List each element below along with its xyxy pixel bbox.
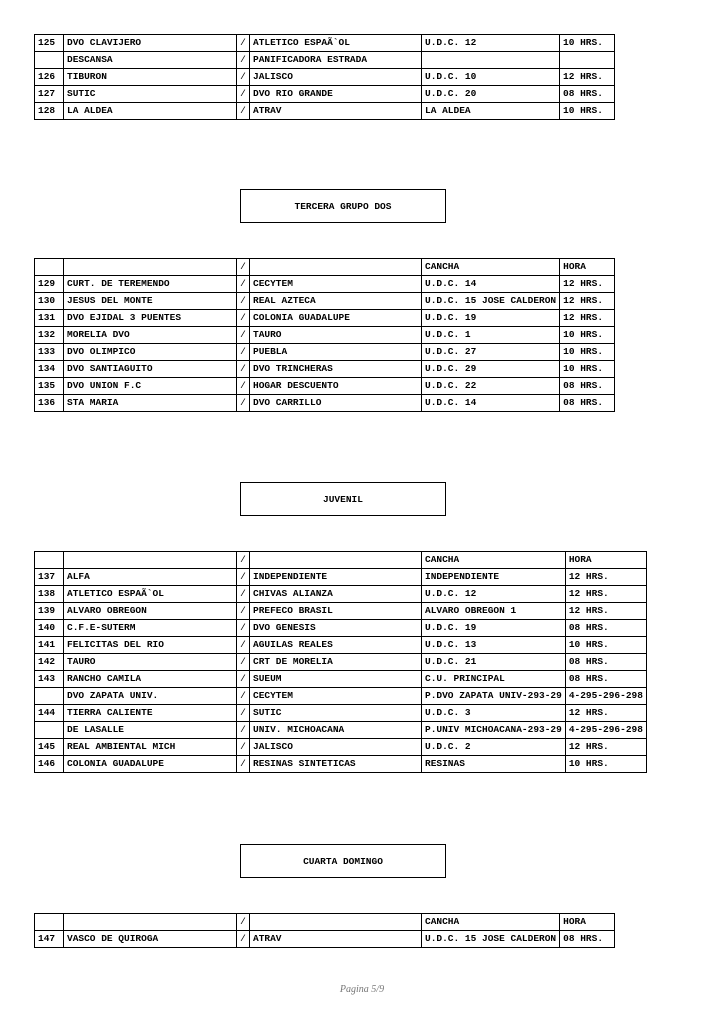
table-row-home-team: COLONIA GUADALUPE xyxy=(64,756,237,773)
table-header-row-venue: CANCHA xyxy=(422,914,560,931)
page-number-footer: Pagina 5/9 xyxy=(339,984,385,995)
schedule-table-continuation xyxy=(34,34,615,120)
table-row xyxy=(35,620,647,637)
table-row-away-team: ATLETICO ESPAÃ`OL xyxy=(250,35,422,52)
table-row-separator: / xyxy=(237,103,250,120)
table-row-away-team: ATRAV xyxy=(250,931,422,948)
table-row-match-number: 125 xyxy=(35,35,64,52)
table-row xyxy=(35,586,647,603)
table-header-row xyxy=(35,259,615,276)
table-row-match-number: 147 xyxy=(35,931,64,948)
table-row-away-team: PREFECO BRASIL xyxy=(250,603,422,620)
schedule-body xyxy=(35,552,647,773)
table-row-separator: / xyxy=(237,603,250,620)
table-row-away-team: CECYTEM xyxy=(250,688,422,705)
schedule-body xyxy=(35,914,615,948)
schedule-body xyxy=(35,35,615,120)
table-row-time xyxy=(560,52,615,69)
table-row-home-team: FELICITAS DEL RIO xyxy=(64,637,237,654)
schedule-body xyxy=(35,259,615,412)
table-row-home-team: MORELIA DVO xyxy=(64,327,237,344)
table-row-separator: / xyxy=(237,361,250,378)
table-row-venue: U.D.C. 14 xyxy=(422,395,560,412)
table-row xyxy=(35,654,647,671)
table-header-row-away-team xyxy=(250,552,422,569)
table-row-home-team: ALVARO OBREGON xyxy=(64,603,237,620)
table-row-home-team: TIBURON xyxy=(64,69,237,86)
table-row-venue: INDEPENDIENTE xyxy=(422,569,566,586)
table-row xyxy=(35,35,615,52)
table-row-separator: / xyxy=(237,637,250,654)
table-row-separator: / xyxy=(237,69,250,86)
table-row-home-team: ATLETICO ESPAÃ`OL xyxy=(64,586,237,603)
table-row-away-team: HOGAR DESCUENTO xyxy=(250,378,422,395)
table-row-match-number: 137 xyxy=(35,569,64,586)
table-header-row-home-team xyxy=(64,914,237,931)
table-row xyxy=(35,103,615,120)
table-row-separator: / xyxy=(237,344,250,361)
table-row-home-team: DVO UNION F.C xyxy=(64,378,237,395)
table-row-match-number: 144 xyxy=(35,705,64,722)
table-row-match-number: 138 xyxy=(35,586,64,603)
table-row-home-team: DVO CLAVIJERO xyxy=(64,35,237,52)
section-title-juvenil: JUVENIL xyxy=(240,482,446,516)
table-row-away-team: JALISCO xyxy=(250,739,422,756)
table-row-time: 10 HRS. xyxy=(560,35,615,52)
table-row-time: 10 HRS. xyxy=(560,361,615,378)
table-row xyxy=(35,705,647,722)
table-row-time: 4-295-296-298 xyxy=(565,688,646,705)
schedule-table-cuarta-domingo xyxy=(34,913,615,948)
table-row-home-team: ALFA xyxy=(64,569,237,586)
table-row-separator: / xyxy=(237,310,250,327)
table-row-venue: U.D.C. 10 xyxy=(422,69,560,86)
table-row xyxy=(35,361,615,378)
table-row-venue: U.D.C. 13 xyxy=(422,637,566,654)
table-row-home-team: DVO EJIDAL 3 PUENTES xyxy=(64,310,237,327)
table-row-away-team: CECYTEM xyxy=(250,276,422,293)
section-title-cuarta-domingo: CUARTA DOMINGO xyxy=(240,844,446,878)
table-row-time: 10 HRS. xyxy=(560,103,615,120)
table-row xyxy=(35,569,647,586)
table-row-separator: / xyxy=(237,739,250,756)
table-row-away-team: RESINAS SINTETICAS xyxy=(250,756,422,773)
table-row-match-number: 134 xyxy=(35,361,64,378)
table-row xyxy=(35,327,615,344)
schedule-table-tercera-grupo-dos xyxy=(34,258,615,412)
table-row-separator: / xyxy=(237,931,250,948)
table-row-away-team: SUTIC xyxy=(250,705,422,722)
table-row-venue: LA ALDEA xyxy=(422,103,560,120)
table-row-venue: U.D.C. 27 xyxy=(422,344,560,361)
table-row-venue: U.D.C. 12 xyxy=(422,35,560,52)
table-row-separator: / xyxy=(237,52,250,69)
table-row-separator: / xyxy=(237,327,250,344)
table-row-time: 12 HRS. xyxy=(560,69,615,86)
table-row-away-team: DVO CARRILLO xyxy=(250,395,422,412)
table-row-time: 08 HRS. xyxy=(560,395,615,412)
table-row-time: 10 HRS. xyxy=(560,344,615,361)
table-row-match-number xyxy=(35,688,64,705)
table-row-match-number: 136 xyxy=(35,395,64,412)
table-header-row-venue: CANCHA xyxy=(422,259,560,276)
table-row-home-team: RANCHO CAMILA xyxy=(64,671,237,688)
table-row-away-team: DVO GENESIS xyxy=(250,620,422,637)
table-row xyxy=(35,310,615,327)
table-row-match-number: 145 xyxy=(35,739,64,756)
table-header-row-time: HORA xyxy=(565,552,646,569)
table-row-venue: U.D.C. 15 JOSE CALDERON xyxy=(422,293,560,310)
table-row xyxy=(35,756,647,773)
table-row-separator: / xyxy=(237,756,250,773)
schedule-table-juvenil xyxy=(34,551,647,773)
table-row-away-team: PUEBLA xyxy=(250,344,422,361)
table-row-separator: / xyxy=(237,722,250,739)
table-row-time: 08 HRS. xyxy=(560,931,615,948)
table-row-home-team: DESCANSA xyxy=(64,52,237,69)
table-row-match-number: 130 xyxy=(35,293,64,310)
table-row-venue: RESINAS xyxy=(422,756,566,773)
table-row-home-team: TIERRA CALIENTE xyxy=(64,705,237,722)
table-row-match-number: 131 xyxy=(35,310,64,327)
table-header-row-away-team xyxy=(250,914,422,931)
table-row xyxy=(35,378,615,395)
table-row-time: 08 HRS. xyxy=(565,654,646,671)
table-header-row-home-team xyxy=(64,259,237,276)
table-row xyxy=(35,276,615,293)
table-row-match-number: 126 xyxy=(35,69,64,86)
table-row-venue: ALVARO OBREGON 1 xyxy=(422,603,566,620)
table-row xyxy=(35,344,615,361)
table-row-match-number: 128 xyxy=(35,103,64,120)
table-row-separator: / xyxy=(237,378,250,395)
table-row xyxy=(35,293,615,310)
table-row-separator: / xyxy=(237,705,250,722)
table-row-away-team: TAURO xyxy=(250,327,422,344)
table-row-match-number: 140 xyxy=(35,620,64,637)
table-row-match-number: 143 xyxy=(35,671,64,688)
table-row-home-team: C.F.E-SUTERM xyxy=(64,620,237,637)
table-row-time: 08 HRS. xyxy=(565,620,646,637)
table-header-row-separator: / xyxy=(237,552,250,569)
section-title-tercera-grupo-dos: TERCERA GRUPO DOS xyxy=(240,189,446,223)
table-row-home-team: CURT. DE TEREMENDO xyxy=(64,276,237,293)
table-row-separator: / xyxy=(237,276,250,293)
table-row xyxy=(35,86,615,103)
table-row-away-team: AGUILAS REALES xyxy=(250,637,422,654)
table-row-venue xyxy=(422,52,560,69)
table-row-home-team: DVO ZAPATA UNIV. xyxy=(64,688,237,705)
table-row-time: 10 HRS. xyxy=(565,756,646,773)
table-row-separator: / xyxy=(237,395,250,412)
table-row-time: 08 HRS. xyxy=(560,378,615,395)
table-row-separator: / xyxy=(237,86,250,103)
table-row-home-team: VASCO DE QUIROGA xyxy=(64,931,237,948)
table-row-time: 08 HRS. xyxy=(560,86,615,103)
table-row-time: 12 HRS. xyxy=(560,310,615,327)
table-row-away-team: DVO TRINCHERAS xyxy=(250,361,422,378)
table-header-row-time: HORA xyxy=(560,259,615,276)
table-row-match-number: 135 xyxy=(35,378,64,395)
table-header-row-venue: CANCHA xyxy=(422,552,566,569)
table-row-match-number: 142 xyxy=(35,654,64,671)
table-row-home-team: LA ALDEA xyxy=(64,103,237,120)
table-row-home-team: JESUS DEL MONTE xyxy=(64,293,237,310)
table-row-venue: P.DVO ZAPATA UNIV-293-29 xyxy=(422,688,566,705)
table-row-venue: U.D.C. 22 xyxy=(422,378,560,395)
table-row-match-number: 146 xyxy=(35,756,64,773)
table-row-time: 4-295-296-298 xyxy=(565,722,646,739)
table-row-away-team: JALISCO xyxy=(250,69,422,86)
table-row-time: 12 HRS. xyxy=(565,586,646,603)
table-row-venue: P.UNIV MICHOACANA-293-29 xyxy=(422,722,566,739)
table-row xyxy=(35,671,647,688)
table-row-home-team: DVO SANTIAGUITO xyxy=(64,361,237,378)
table-row-match-number xyxy=(35,52,64,69)
table-header-row-separator: / xyxy=(237,914,250,931)
table-row-venue: U.D.C. 15 JOSE CALDERON xyxy=(422,931,560,948)
table-row xyxy=(35,688,647,705)
table-header-row-match-number xyxy=(35,552,64,569)
table-row-venue: U.D.C. 19 xyxy=(422,310,560,327)
table-row xyxy=(35,931,615,948)
table-row-separator: / xyxy=(237,671,250,688)
table-row-match-number: 141 xyxy=(35,637,64,654)
table-row-venue: C.U. PRINCIPAL xyxy=(422,671,566,688)
table-row-home-team: DVO OLIMPICO xyxy=(64,344,237,361)
table-row-separator: / xyxy=(237,293,250,310)
table-row-time: 10 HRS. xyxy=(560,327,615,344)
table-row-separator: / xyxy=(237,569,250,586)
table-row-match-number: 133 xyxy=(35,344,64,361)
table-row-away-team: UNIV. MICHOACANA xyxy=(250,722,422,739)
table-row-away-team: INDEPENDIENTE xyxy=(250,569,422,586)
table-header-row-away-team xyxy=(250,259,422,276)
table-row-separator: / xyxy=(237,586,250,603)
table-row-separator: / xyxy=(237,35,250,52)
table-row-match-number: 139 xyxy=(35,603,64,620)
table-row xyxy=(35,637,647,654)
table-header-row-time: HORA xyxy=(560,914,615,931)
table-row-time: 12 HRS. xyxy=(565,603,646,620)
table-row-venue: U.D.C. 3 xyxy=(422,705,566,722)
table-row xyxy=(35,739,647,756)
table-header-row-home-team xyxy=(64,552,237,569)
table-row-venue: U.D.C. 14 xyxy=(422,276,560,293)
table-row-away-team: SUEUM xyxy=(250,671,422,688)
table-row-away-team: CRT DE MORELIA xyxy=(250,654,422,671)
table-row xyxy=(35,722,647,739)
table-row-venue: U.D.C. 19 xyxy=(422,620,566,637)
table-row xyxy=(35,603,647,620)
table-row-home-team: DE LASALLE xyxy=(64,722,237,739)
table-row-match-number: 129 xyxy=(35,276,64,293)
table-row-match-number: 127 xyxy=(35,86,64,103)
table-header-row-match-number xyxy=(35,259,64,276)
table-row-away-team: DVO RIO GRANDE xyxy=(250,86,422,103)
table-row-venue: U.D.C. 1 xyxy=(422,327,560,344)
table-row-home-team: STA MARIA xyxy=(64,395,237,412)
table-row-home-team: SUTIC xyxy=(64,86,237,103)
table-row-time: 12 HRS. xyxy=(565,569,646,586)
table-header-row-match-number xyxy=(35,914,64,931)
table-row-time: 12 HRS. xyxy=(560,293,615,310)
table-row-venue: U.D.C. 2 xyxy=(422,739,566,756)
table-row-separator: / xyxy=(237,688,250,705)
table-row-venue: U.D.C. 29 xyxy=(422,361,560,378)
table-row-away-team: REAL AZTECA xyxy=(250,293,422,310)
table-row-match-number: 132 xyxy=(35,327,64,344)
table-header-row xyxy=(35,552,647,569)
table-row-away-team: ATRAV xyxy=(250,103,422,120)
table-row-venue: U.D.C. 21 xyxy=(422,654,566,671)
table-row-away-team: CHIVAS ALIANZA xyxy=(250,586,422,603)
table-row-time: 08 HRS. xyxy=(565,671,646,688)
table-row-home-team: REAL AMBIENTAL MICH xyxy=(64,739,237,756)
table-row-away-team: PANIFICADORA ESTRADA xyxy=(250,52,422,69)
table-row-venue: U.D.C. 12 xyxy=(422,586,566,603)
table-row-separator: / xyxy=(237,654,250,671)
table-row xyxy=(35,395,615,412)
table-row-away-team: COLONIA GUADALUPE xyxy=(250,310,422,327)
table-row-venue: U.D.C. 20 xyxy=(422,86,560,103)
table-row-home-team: TAURO xyxy=(64,654,237,671)
table-row xyxy=(35,69,615,86)
table-header-row xyxy=(35,914,615,931)
table-row-time: 12 HRS. xyxy=(560,276,615,293)
table-row-separator: / xyxy=(237,620,250,637)
table-header-row-separator: / xyxy=(237,259,250,276)
table-row xyxy=(35,52,615,69)
table-row-time: 12 HRS. xyxy=(565,705,646,722)
table-row-time: 12 HRS. xyxy=(565,739,646,756)
table-row-time: 10 HRS. xyxy=(565,637,646,654)
table-row-match-number xyxy=(35,722,64,739)
